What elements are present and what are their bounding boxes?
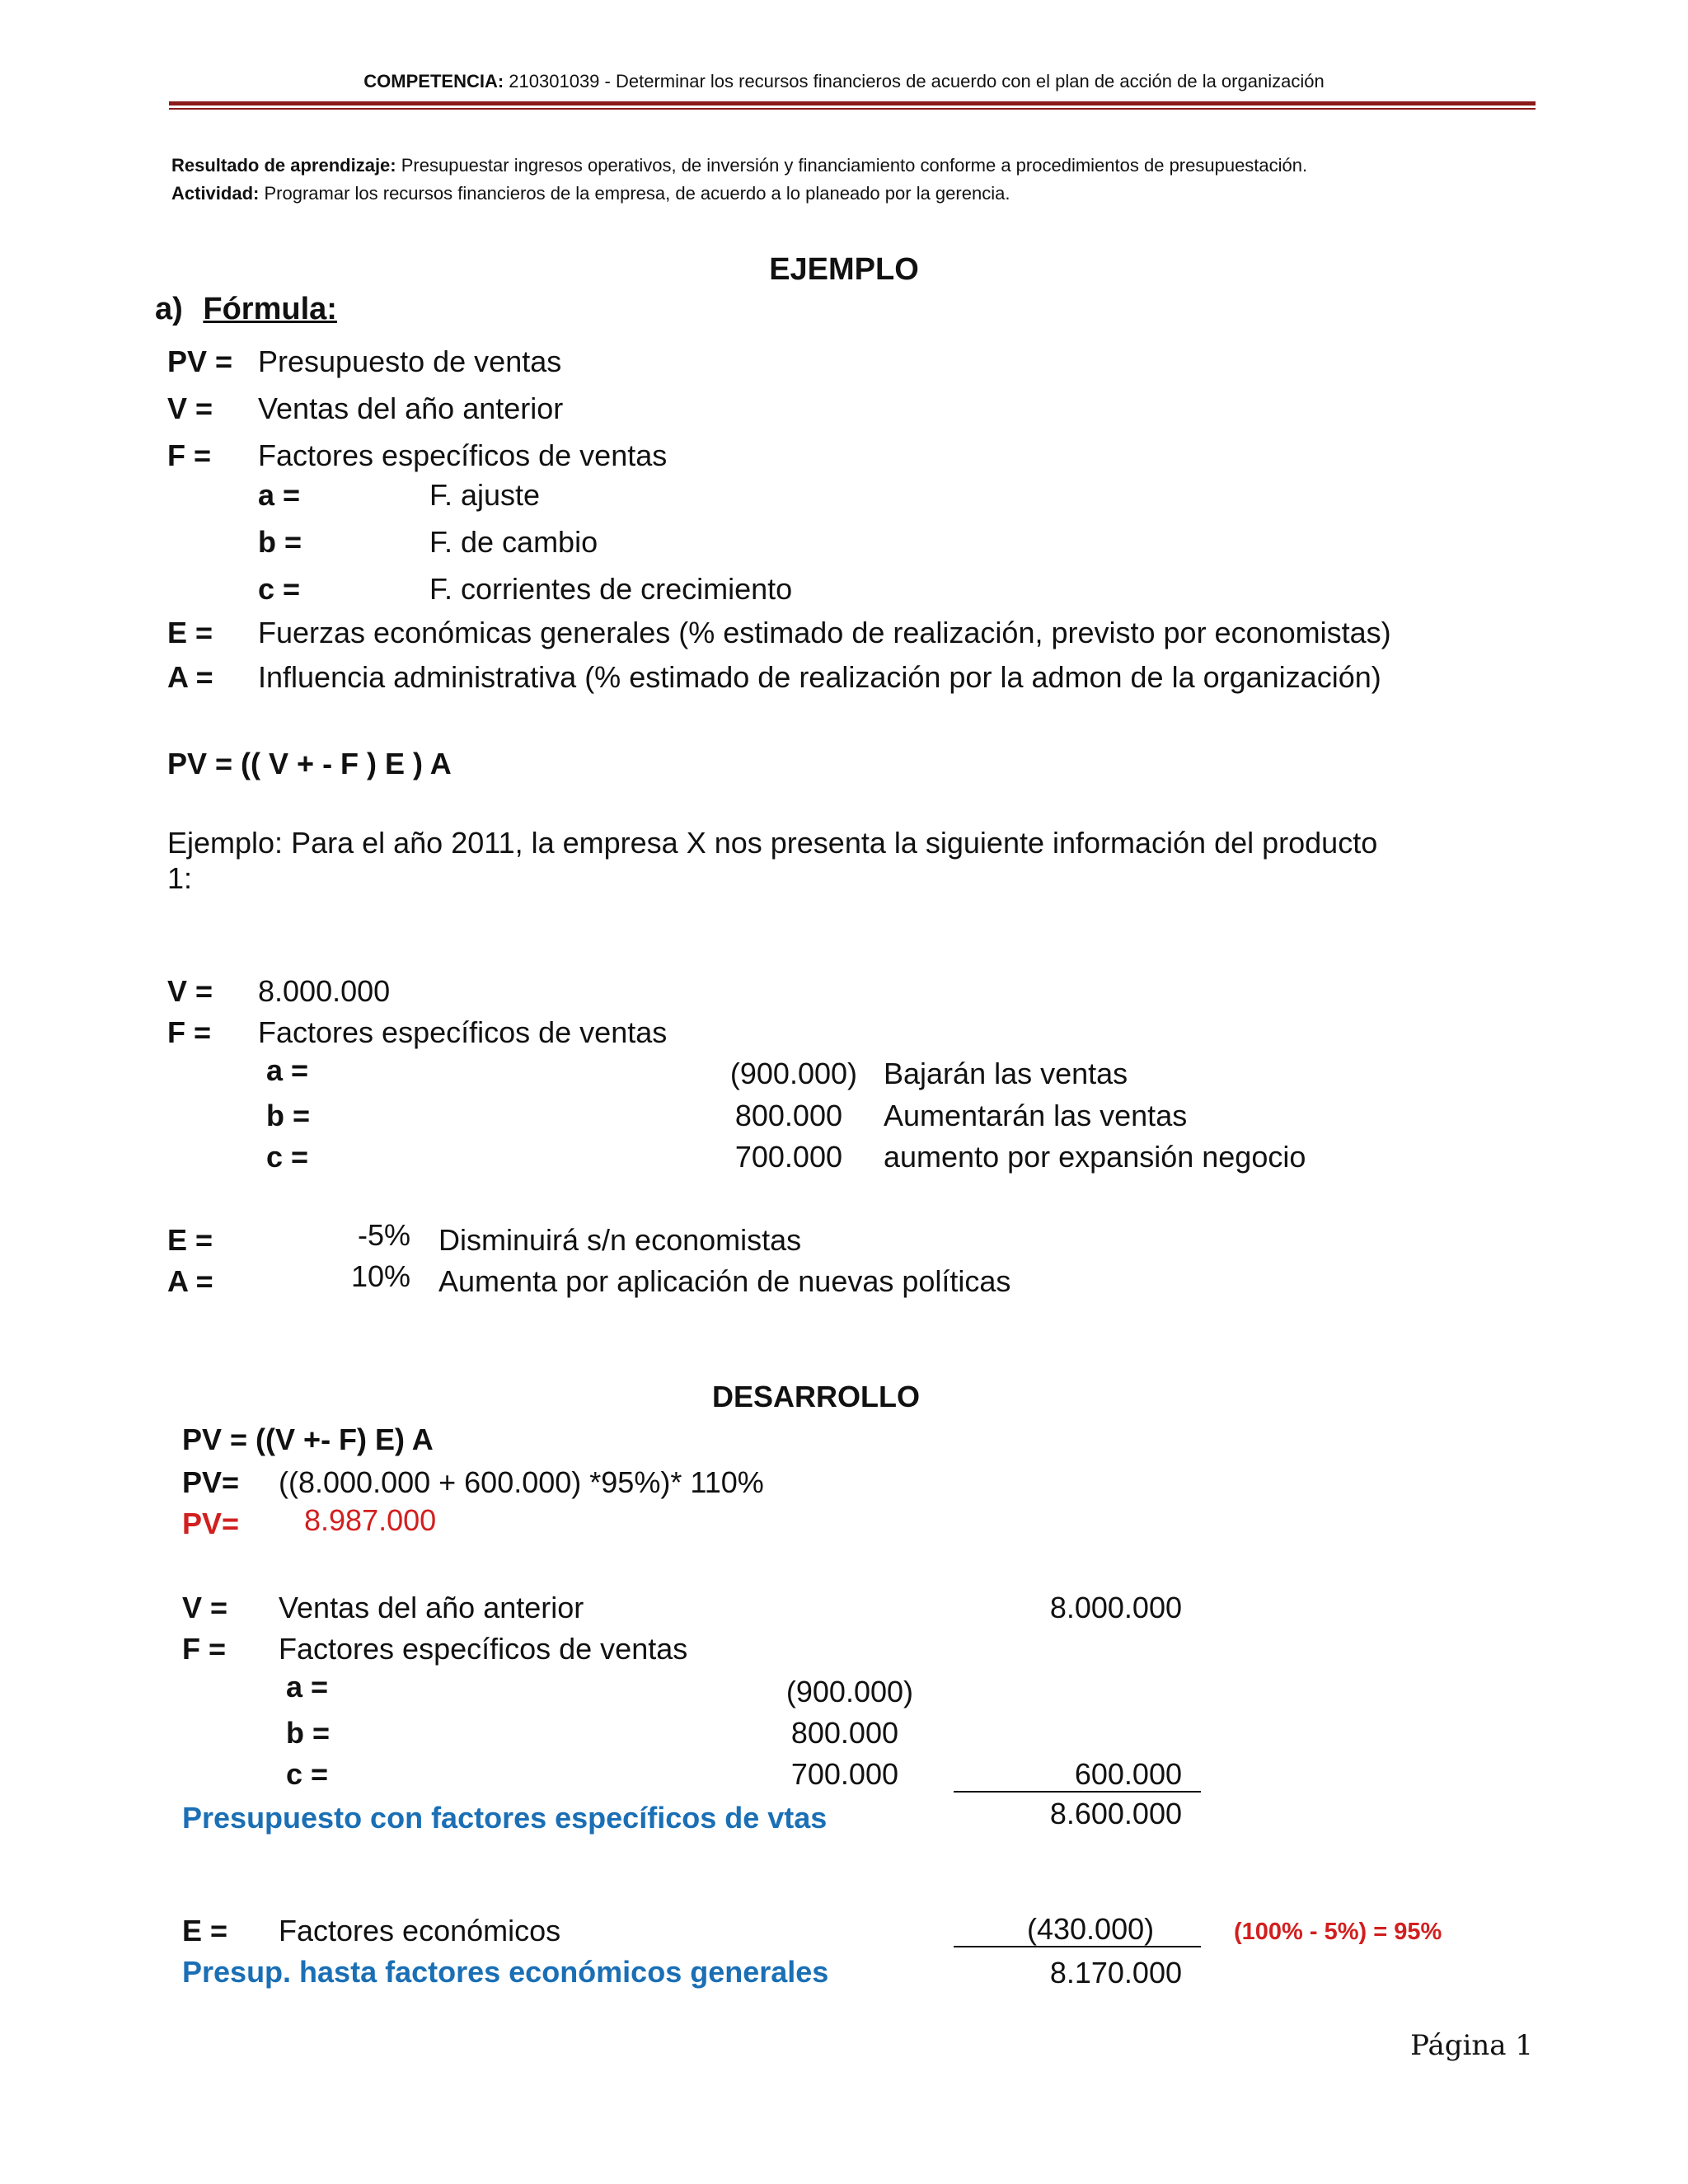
factor-key: a = (266, 1053, 309, 1087)
dev-factor-key: c = (286, 1757, 329, 1791)
actividad-line (171, 183, 1010, 204)
dev-factor-subtotal: 600.000 (1074, 1757, 1182, 1791)
pv-calculation: ((8.000.000 + 600.000) *95%)* 110% (279, 1465, 764, 1499)
factor-note: Aumentarán las ventas (884, 1099, 1188, 1132)
def-key: V = (167, 391, 213, 425)
presupuesto-label: Presupuesto con factores específicos de vtas (182, 1801, 828, 1835)
pv-label: PV= (182, 1465, 240, 1499)
def-key: F = (167, 438, 212, 472)
dev-e-value: (430.000) (1027, 1912, 1155, 1946)
pv-result-label: PV= (182, 1507, 240, 1540)
formula-equation: PV = (( V + - F ) E ) A (167, 747, 452, 780)
dev-factor-value: 700.000 (790, 1757, 898, 1791)
dev-factor-key: b = (286, 1716, 331, 1750)
header-rule-thin (169, 108, 1536, 110)
subdef-key: c = (258, 572, 301, 606)
subdef-key: b = (258, 525, 302, 559)
subdef-key: a = (258, 478, 301, 512)
page-number: Página 1 (1410, 2029, 1533, 2062)
factor-key: c = (266, 1140, 309, 1174)
example-f-text: Factores específicos de ventas (258, 1015, 668, 1049)
def-text: Factores específicos de ventas (258, 438, 668, 472)
example-f-key: F = (167, 1015, 212, 1049)
dev-e-key: E = (182, 1914, 228, 1947)
example-a-note: Aumenta por aplicación de nuevas políticas (438, 1264, 1011, 1298)
example-v-key: V = (167, 974, 213, 1008)
formula-heading-prefix: a) (155, 292, 183, 326)
dev-factor-value: 800.000 (790, 1716, 898, 1750)
example-v-value: 8.000.000 (258, 974, 391, 1008)
desarrollo-title: DESARROLLO (712, 1380, 920, 1413)
example-e-key: E = (167, 1223, 213, 1257)
competencia-text: 210301039 - Determinar los recursos financieros de acuerdo con el plan de acción de la organización (504, 71, 1325, 91)
dev-factor-key: a = (286, 1670, 329, 1704)
factor-value: (900.000) (729, 1057, 857, 1090)
page-title: EJEMPLO (769, 252, 919, 287)
example-e-note: Disminuirá s/n economistas (438, 1223, 802, 1257)
resultado-label: Resultado de aprendizaje: (171, 155, 396, 176)
factor-key: b = (266, 1099, 311, 1132)
formula-heading-text: Fórmula: (203, 292, 337, 326)
def-text: Fuerzas económicas generales (% estimado de realización, previsto por economistas) (258, 616, 1391, 649)
def-text: Ventas del año anterior (258, 391, 564, 425)
presupuesto2-label: Presup. hasta factores económicos generales (182, 1955, 829, 1989)
example-a-value: 10% (350, 1259, 410, 1293)
presupuesto-value: 8.600.000 (1049, 1797, 1182, 1830)
dev-v-value: 8.000.000 (1049, 1591, 1182, 1624)
factor-value: 800.000 (734, 1099, 842, 1132)
e-note: (100% - 5%) = 95% (1234, 1919, 1442, 1945)
example-intro-line2: 1: (167, 861, 193, 895)
factor-note: aumento por expansión negocio (884, 1140, 1306, 1174)
pv-result-value: 8.987.000 (304, 1503, 437, 1537)
factor-note: Bajarán las ventas (884, 1057, 1128, 1090)
factor-value: 700.000 (734, 1140, 842, 1174)
dev-factor-value: (900.000) (785, 1675, 913, 1708)
e-rule (954, 1946, 1201, 1947)
header-rule-thick (169, 101, 1536, 105)
presupuesto2-value: 8.170.000 (1049, 1956, 1182, 1990)
dev-v-key: V = (182, 1591, 228, 1624)
formula-heading (155, 292, 337, 327)
resultado-text: Presupuestar ingresos operativos, de inversión y financiamiento conforme a procedimientos de presupuestación. (396, 155, 1308, 176)
desarrollo-equation: PV = ((V +- F) E) A (182, 1422, 434, 1456)
subdef-text: F. corrientes de crecimiento (429, 572, 793, 606)
dev-f-key: F = (182, 1632, 227, 1666)
competencia-line (0, 71, 1688, 92)
actividad-text: Programar los recursos financieros de la empresa, de acuerdo a lo planeado por la gerencia. (259, 183, 1010, 204)
resultado-line (171, 155, 1307, 176)
subdef-text: F. de cambio (429, 525, 598, 559)
subtotal-rule (954, 1791, 1201, 1793)
subdef-text: F. ajuste (429, 478, 541, 512)
def-key: A = (167, 660, 213, 694)
def-key: PV = (167, 344, 233, 378)
dev-e-text: Factores económicos (279, 1914, 561, 1947)
example-e-value: -5% (357, 1218, 410, 1252)
competencia-label: COMPETENCIA: (363, 71, 504, 91)
def-text: Presupuesto de ventas (258, 344, 562, 378)
def-text: Influencia administrativa (% estimado de realización por la admon de la organización) (258, 660, 1381, 694)
dev-f-text: Factores específicos de ventas (279, 1632, 688, 1666)
def-key: E = (167, 616, 213, 649)
example-a-key: A = (167, 1264, 213, 1298)
example-intro-line1: Ejemplo: Para el año 2011, la empresa X nos presenta la siguiente información del producto (167, 826, 1378, 860)
actividad-label: Actividad: (171, 183, 260, 204)
dev-v-text: Ventas del año anterior (279, 1591, 584, 1624)
